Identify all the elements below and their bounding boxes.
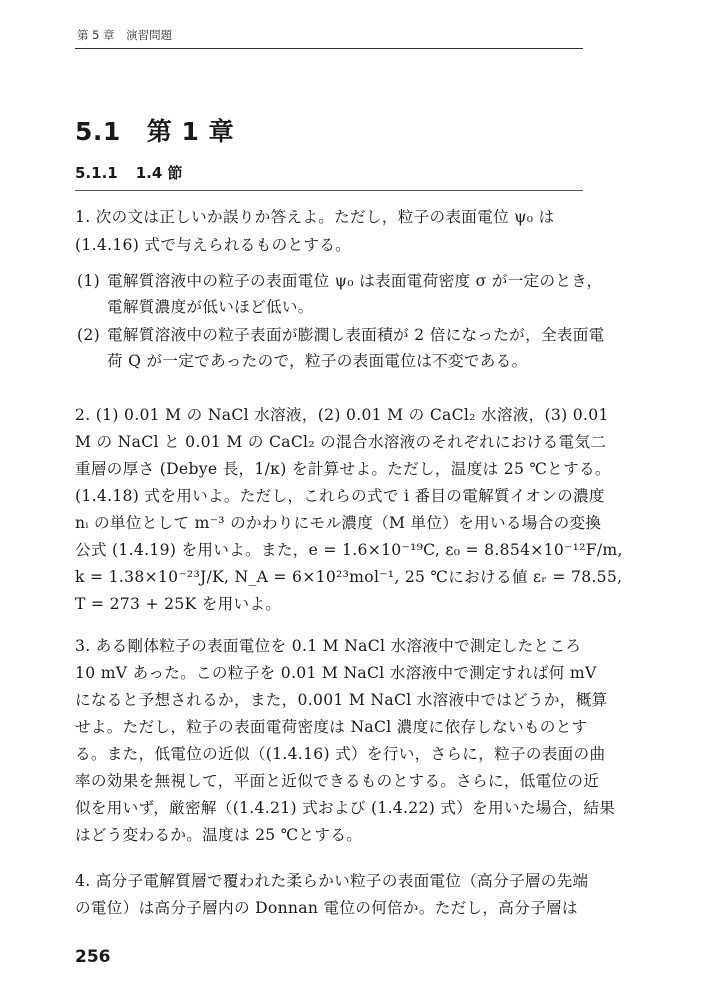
subsection-title: 1.4 節 xyxy=(135,164,183,182)
problem-2-line: (1.4.18) 式を用いよ。ただし，これらの式で i 番目の電解質イオンの濃度 xyxy=(75,487,605,505)
section-heading xyxy=(75,112,234,148)
subsection-heading xyxy=(75,162,183,183)
item-line: 荷 Q が一定であったので，粒子の表面電位は不変である。 xyxy=(107,352,528,370)
problem-3-line: 10 mV あった。この粒子を 0.01 M NaCl 水溶液中で測定すれば何 mV xyxy=(75,664,597,682)
item-line: 電解質溶液中の粒子表面が膨潤し表面積が 2 倍になったが，全表面電 xyxy=(107,326,605,344)
problem-1-line: 1. 次の文は正しいか誤りか答えよ。ただし，粒子の表面電位 ψ₀ は xyxy=(75,208,555,226)
problem-4-line: の電位）は高分子層内の Donnan 電位の何倍か。ただし，高分子層は xyxy=(75,899,578,917)
problem-3-line: になると予想されるか，また，0.001 M NaCl 水溶液中ではどうか，概算 xyxy=(75,691,608,709)
item-label: (2) xyxy=(77,326,100,344)
problem-4-line: 4. 高分子電解質層で覆われた柔らかい粒子の表面電位（高分子層の先端 xyxy=(75,872,589,890)
problem-3-line: る。また，低電位の近似（(1.4.16) 式）を行い，さらに，粒子の表面の曲 xyxy=(75,745,606,763)
running-head: 第 5 章 演習問題 xyxy=(77,28,173,42)
page-number: 256 xyxy=(75,947,111,967)
problem-3-line: せよ。ただし，粒子の表面電荷密度は NaCl 濃度に依存しないものとす xyxy=(75,718,588,736)
section-title: 第 1 章 xyxy=(146,117,235,146)
item-line: 電解質溶液中の粒子の表面電位 ψ₀ は表面電荷密度 σ が一定のとき， xyxy=(107,272,603,290)
section-number: 5.1 xyxy=(75,117,121,146)
problem-3-line: はどう変わるか。温度は 25 ℃とする。 xyxy=(75,826,363,844)
problem-3-line: 率の効果を無視して，平面と近似できるものとする。さらに，低電位の近 xyxy=(75,772,600,790)
problem-2-line: M の NaCl と 0.01 M の CaCl₂ の混合水溶液のそれぞれにおける電気二 xyxy=(75,433,607,451)
problem-3-line: 似を用いず，厳密解（(1.4.21) 式および (1.4.22) 式）を用いた場合，結果 xyxy=(75,799,616,817)
header-rule xyxy=(75,48,583,49)
item-label: (1) xyxy=(77,272,100,290)
problem-2-line: k = 1.38×10⁻²³J/K, N_A = 6×10²³mol⁻¹, 25 ℃における値 εᵣ = 78.55, xyxy=(75,568,623,586)
item-line: 電解質濃度が低いほど低い。 xyxy=(107,298,314,316)
problem-2-line: 2. (1) 0.01 M の NaCl 水溶液，(2) 0.01 M の CaCl₂ 水溶液，(3) 0.01 xyxy=(75,406,609,424)
subsection-number: 5.1.1 xyxy=(75,164,118,182)
subsection-rule xyxy=(75,190,583,191)
problem-2-line: 重層の厚さ (Debye 長，1/κ) を計算せよ。ただし，温度は 25 ℃とする。 xyxy=(75,460,611,478)
problem-3-line: 3. ある剛体粒子の表面電位を 0.1 M NaCl 水溶液中で測定したところ xyxy=(75,637,582,655)
problem-2-line: 公式 (1.4.19) を用いよ。また，e = 1.6×10⁻¹⁹C, ε₀ = 8.854×10⁻¹²F/m, xyxy=(75,541,623,559)
problem-2-line: nᵢ の単位として m⁻³ のかわりにモル濃度（M 単位）を用いる場合の変換 xyxy=(75,514,602,532)
problem-1-line: (1.4.16) 式で与えられるものとする。 xyxy=(75,236,352,254)
problem-2-line: T = 273 + 25K を用いよ。 xyxy=(75,595,282,613)
